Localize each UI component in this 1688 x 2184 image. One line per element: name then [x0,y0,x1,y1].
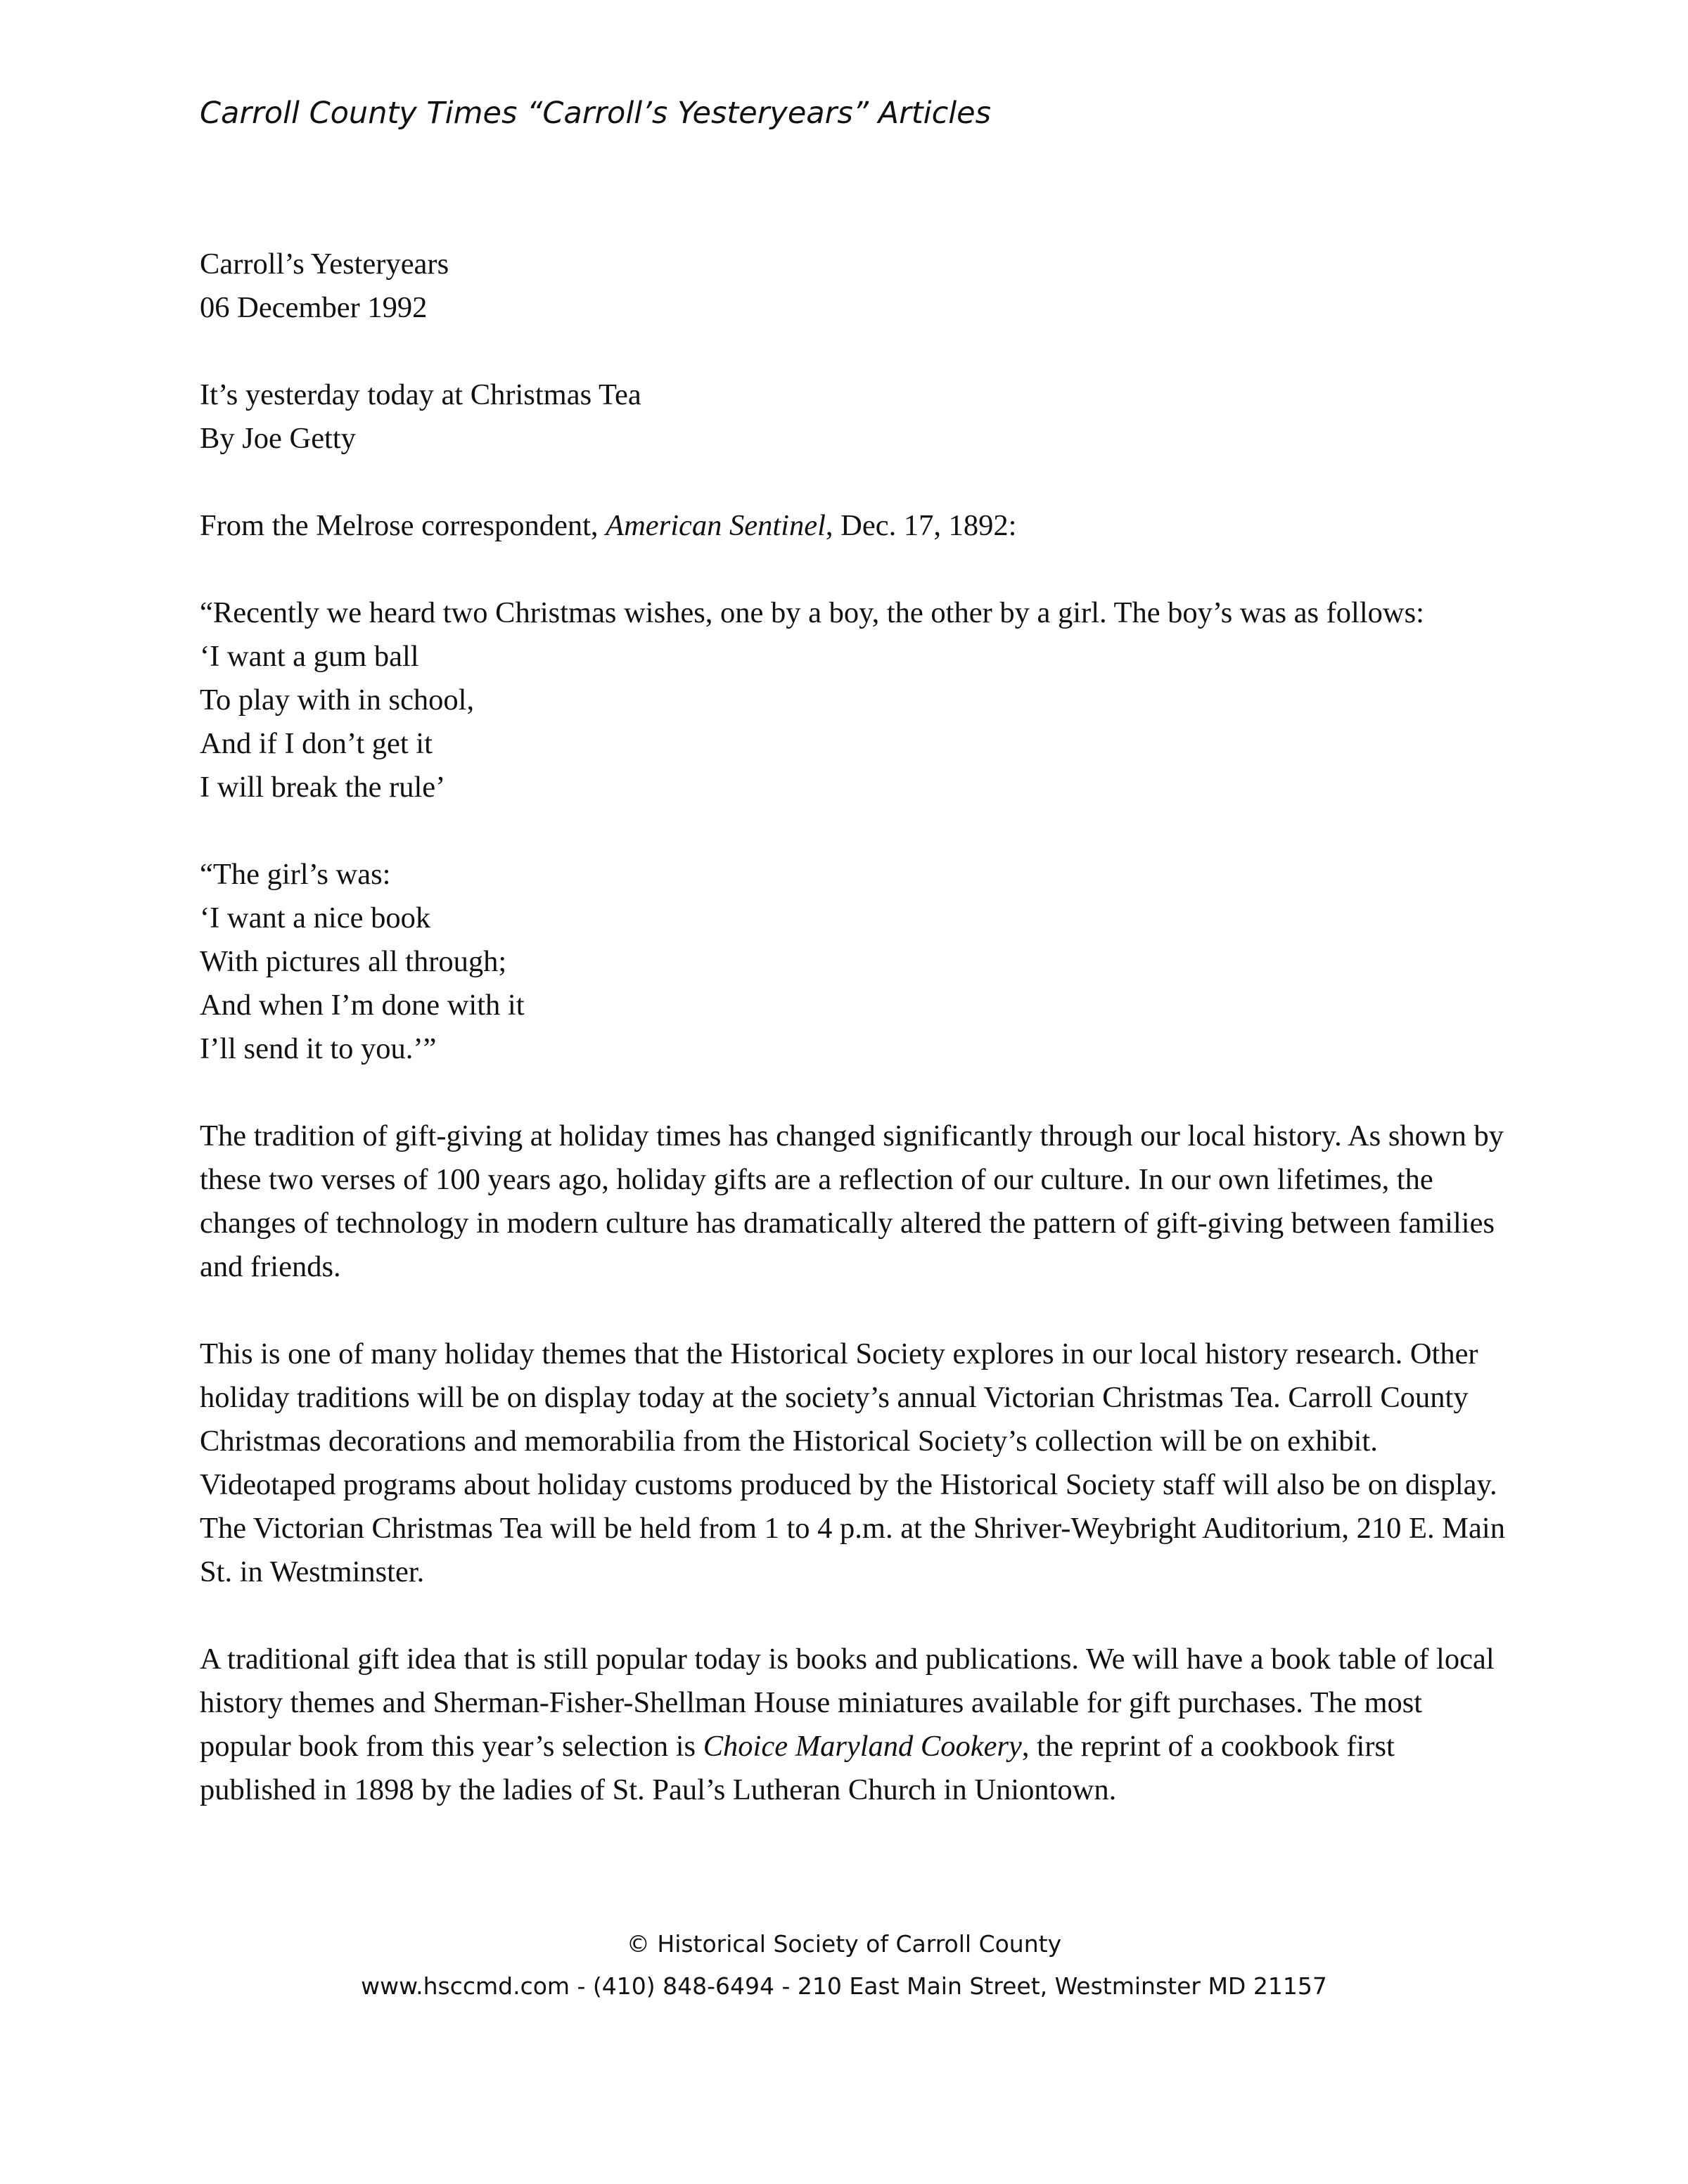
girl-verse-line: I’ll send it to you.’” [200,1032,437,1065]
girl-verse-line: ‘I want a nice book [200,901,431,934]
footer-copyright: © Historical Society of Carroll County [626,1930,1062,1958]
paragraph-christmas-tea: This is one of many holiday themes that the Historical Society explores in our local history research. Other holiday traditions will be on display today at the society’s annual Victorian Christmas Tea. Carroll County Christmas decorations and memorabilia from the Historical Society’s collection will be on exhibit. Videotaped programs about holiday customs produced by the Historical Society staff will also be on display. The Victorian Christmas Tea will be held from 1 to 4 p.m. at the Shriver-Weybright Auditorium, 210 E. Main St. in Westminster. [200,1337,1505,1588]
article-date: 06 December 1992 [200,291,428,324]
books-text-suffix: , the reprint of a cookbook first published in 1898 by the ladies of St. Paul’s Lutheran Church in Uniontown. [200,1730,1395,1806]
boy-verse-line: ‘I want a gum ball [200,640,419,673]
girl-verse-line: With pictures all through; [200,945,507,978]
article-headline: It’s yesterday today at Christmas Tea [200,378,641,411]
paragraph-books [200,1638,1508,1812]
article-body [200,243,1508,1812]
books-text-prefix: A traditional gift idea that is still popular today is books and publications. We will have a book table of local history themes and Sherman-Fisher-Shellman House miniatures available for gift purchases. The most popular book from this year’s selection is [200,1643,1495,1763]
boy-verse-line: I will break the rule’ [200,771,446,804]
girl-intro: “The girl’s was: [200,858,391,891]
source-prefix: From the Melrose correspondent, [200,509,606,542]
quote-intro: “Recently we heard two Christmas wishes, one by a boy, the other by a girl. The boy’s was as follows: [200,596,1424,629]
boy-verse-line: And if I don’t get it [200,727,433,760]
book-title: Choice Maryland Cookery [703,1730,1022,1763]
source-publication: American Sentinel [606,509,826,542]
page-footer [0,1923,1688,2008]
source-suffix: , Dec. 17, 1892: [825,509,1017,542]
running-header: Carroll County Times “Carroll’s Yesteryears” Articles [200,96,992,131]
boy-verse-line: To play with in school, [200,683,475,717]
source-line [200,504,1508,548]
girl-verse-line: And when I’m done with it [200,989,525,1022]
paragraph-tradition: The tradition of gift-giving at holiday times has changed significantly through our local history. As shown by these two verses of 100 years ago, holiday gifts are a reflection of our culture. In our own lifetimes, the changes of technology in modern culture has dramatically altered the pattern of gift-giving between families and friends. [200,1119,1504,1283]
column-name: Carroll’s Yesteryears [200,248,449,281]
article-byline: By Joe Getty [200,422,356,455]
footer-contact: www.hsccmd.com - (410) 848-6494 - 210 East Main Street, Westminster MD 21157 [361,1972,1327,2000]
